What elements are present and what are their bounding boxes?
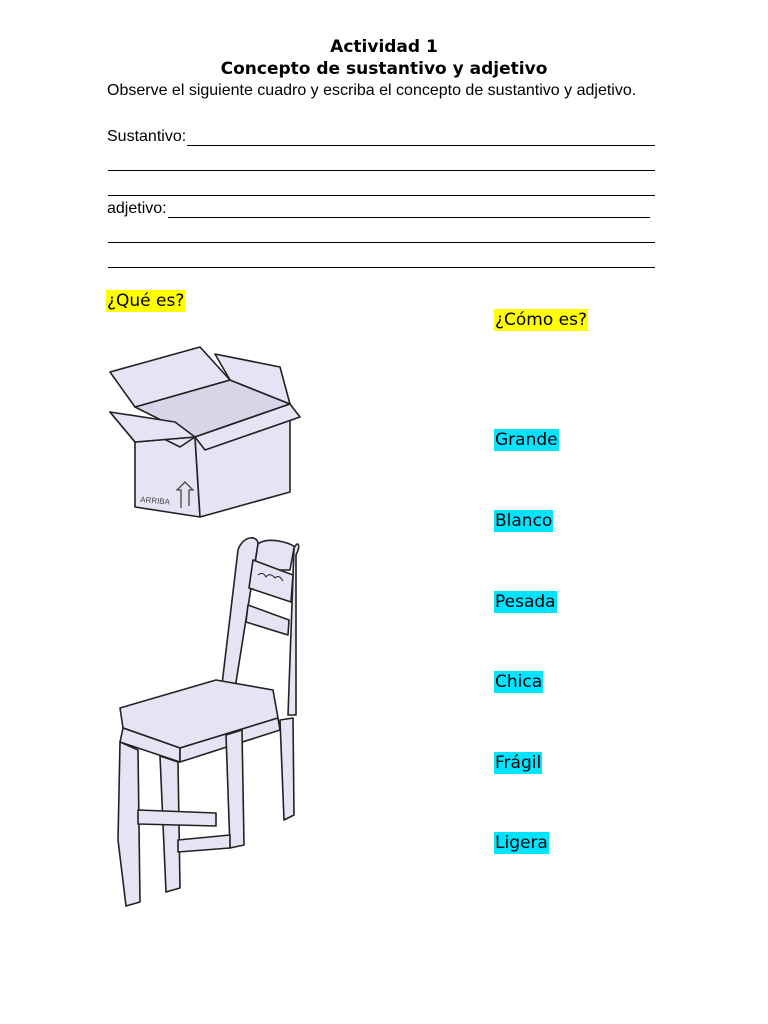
instructions-text: Observe el siguiente cuadro y escriba el concepto de sustantivo y adjetivo. — [107, 82, 637, 99]
adjective-pesada: Pesada — [495, 592, 556, 612]
adjetivo-answer-line[interactable] — [107, 196, 650, 218]
answer-rule — [187, 127, 655, 146]
answer-rule — [108, 177, 655, 196]
sustantivo-answer-line-3[interactable] — [107, 174, 655, 196]
que-es-heading: ¿Qué es? — [107, 291, 185, 311]
adjetivo-label: adjetivo: — [107, 200, 167, 217]
adjective-fragil: Frágil — [495, 753, 542, 773]
box-print: ARRIBA — [139, 495, 171, 507]
answer-rule — [108, 224, 655, 243]
activity-subtitle: Concepto de sustantivo y adjetivo — [220, 59, 548, 79]
answer-rule — [108, 152, 655, 171]
sustantivo-answer-line-2[interactable] — [107, 149, 655, 171]
adjetivo-answer-line-2[interactable] — [107, 221, 655, 243]
adjective-ligera: Ligera — [495, 833, 548, 853]
chair-image — [108, 530, 318, 910]
como-es-heading: ¿Cómo es? — [495, 310, 587, 330]
answer-rule — [108, 249, 655, 268]
cardboard-box-image — [105, 342, 305, 522]
adjetivo-answer-line-3[interactable] — [107, 246, 655, 268]
adjective-blanco: Blanco — [495, 511, 553, 531]
activity-title: Actividad 1 — [330, 37, 438, 57]
adjective-grande: Grande — [495, 430, 558, 450]
sustantivo-answer-line[interactable] — [107, 124, 655, 146]
adjective-chica: Chica — [495, 672, 543, 692]
sustantivo-label: Sustantivo: — [107, 128, 187, 145]
answer-rule — [168, 199, 650, 218]
